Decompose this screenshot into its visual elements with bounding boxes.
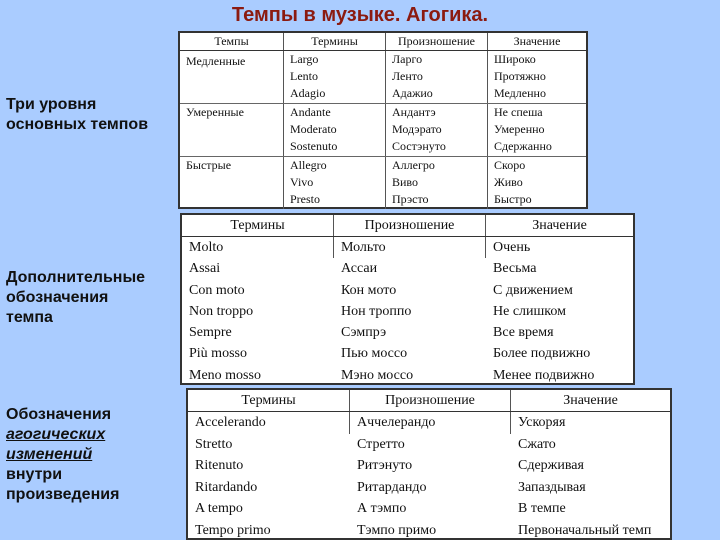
table-body: Molto Assai Con moto Non troppo Sempre Più mosso Meno mosso Мольто Ассаи Кон мото Нон троппо Сэмпрэ Пью моссо Мэно моссо Очень Весьма С движением Не слишком Все время Более подвижно Менее подвижно <box>182 237 633 258</box>
table-row: Умеренные Andante Moderato Sostenuto Андантэ Модэрато Состэнуто Не спеша Умеренно Сдержанно <box>180 104 586 157</box>
table-header: Темпы Термины Произношение Значение <box>180 33 586 51</box>
table-row: Медленные Largo Lento Adagio Ларго Ленто Адажио Широко Протяжно Медленно <box>180 51 586 104</box>
page-title: Темпы в музыке. Агогика. <box>231 4 489 26</box>
table-body: Accelerando Stretto Ritenuto Ritardando A tempo Tempo primo Аччелерандо Стретто Ритэнуто Ритардандо А тэмпо Тэмпо примо Ускоряя Сжато Сдерживая Запаздывая В темпе Первоначальный темп <box>188 412 670 434</box>
agogic-changes-table <box>186 388 672 540</box>
label-agogic-changes: Обозначения агогических изменений внутри произведения <box>6 406 120 503</box>
main-tempos-table <box>178 31 588 209</box>
table-header: Термины Произношение Значение <box>188 390 670 412</box>
table-row: Быстрые Allegro Vivo Presto Аллегро Виво Прэсто Скоро Живо Быстро <box>180 157 586 209</box>
additional-tempo-table <box>180 213 635 385</box>
label-three-levels: Три уровня основных темпов <box>6 96 149 133</box>
label-additional-tempo: Дополнительные обозначения темпа <box>6 269 146 326</box>
table-header: Термины Произношение Значение <box>182 215 633 237</box>
